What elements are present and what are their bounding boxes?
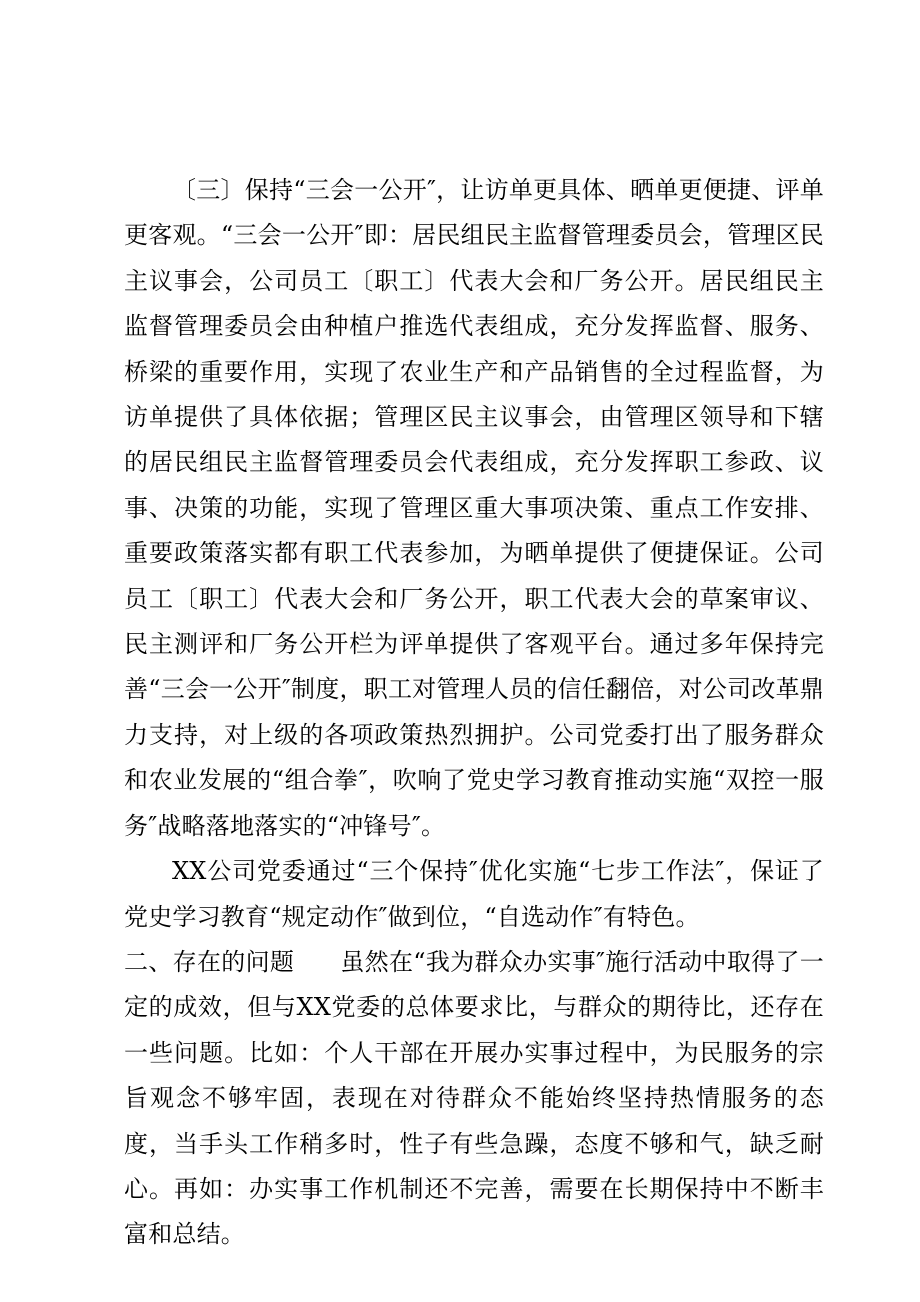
paragraph-three-meetings-one-disclosure: 〔三〕保持“三会一公开″，让访单更具体、晒单更便捷、评单更客观。“三会一公开″即：居民组民主监督管理委员会，管理区民主议事会，公司员工〔职工〕代表大会和厂务公开。居民组民主监督管理委员会由种植户推选代表组成，充分发挥监督、服务、桥梁的重要作用，实现了农业生产和产品销售的全过程监督，为访单提供了具体依据；管理区民主议事会，由管理区领导和下辖的居民组民主监督管理委员会代表组成，充分发挥职工参政、议事、决策的功能，实现了管理区重大事项决策、重点工作安排、重要政策落实都有职工代表参加，为晒单提供了便捷保证。公司员工〔职工〕代表大会和厂务公开，职工代表大会的草案审议、民主测评和厂务公开栏为评单提供了客观平台。通过多年保持完善“三会一公开″制度，职工对管理人员的信任翻倍，对公司改革鼎力支持，对上级的各项政策热烈拥护。公司党委打出了服务群众和农业发展的“组合拳″，吹响了党史学习教育推动实施“双控一服务″战略落地落实的“冲锋号″。 bbox=[124, 176, 824, 840]
paragraph-three-maintains-summary: XX公司党委通过“三个保持″优化实施“七步工作法″，保证了党史学习教育“规定动作″做到位，“自选动作″有特色。 bbox=[124, 857, 824, 931]
document-body bbox=[124, 168, 824, 1258]
section-text: 虽然在“我为群众办实事″施行活动中取得了一定的成效，但与XX党委的总体要求比，与群众的期待比，还存在一些问题。比如：个人干部在开展办实事过程中，为民服务的宗旨观念不够牢固，表现在对待群众不能始终坚持热情服务的态度，当手头工作稍多时，性子有些急躁，态度不够和气，缺乏耐心。再如：办实事工作机制还不完善，需要在长期保持中不断丰富和总结。 bbox=[124, 947, 825, 1249]
section-existing-problems bbox=[124, 940, 824, 1258]
section-heading: 二、存在的问题 bbox=[124, 947, 295, 976]
